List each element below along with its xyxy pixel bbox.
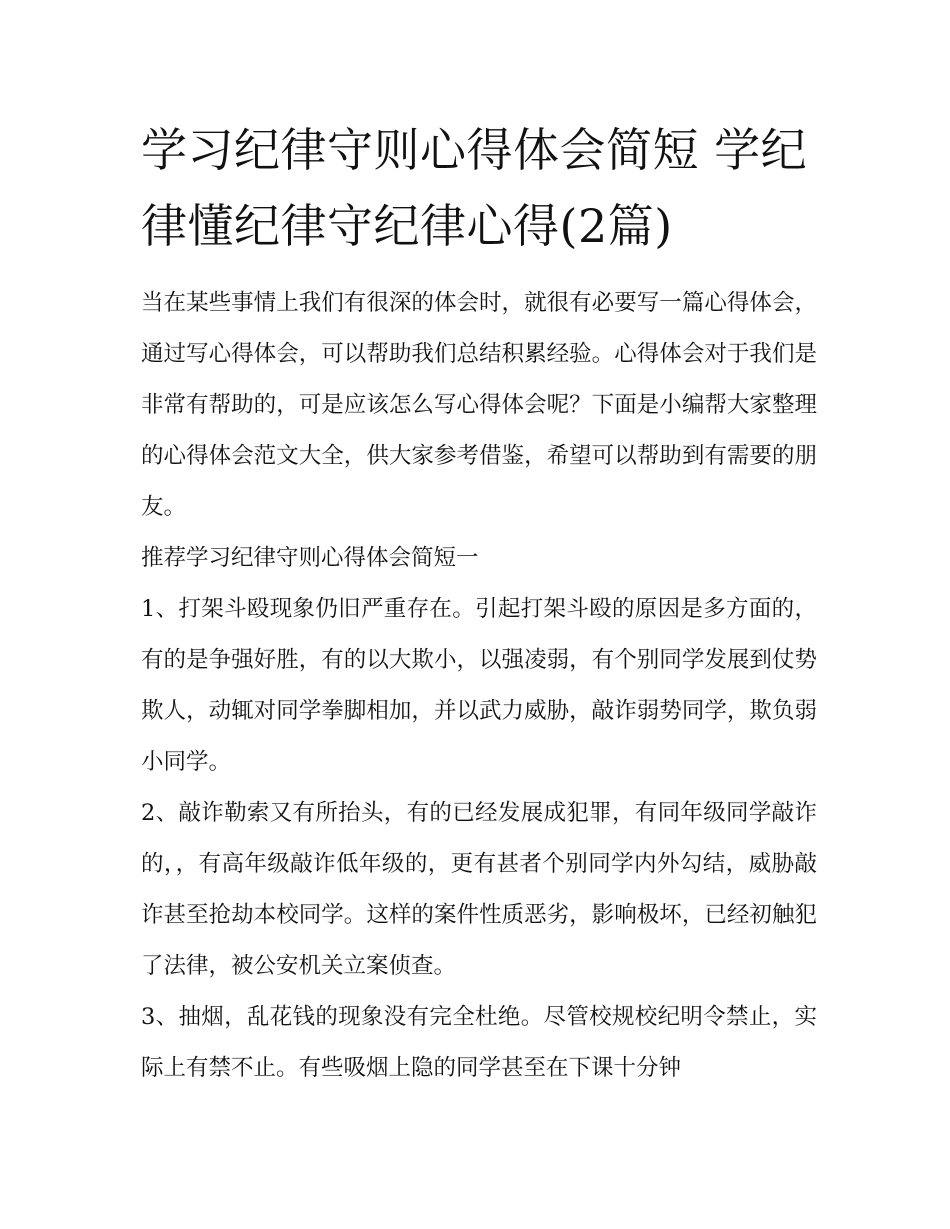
list-item-3: 3、抽烟，乱花钱的现象没有完全杜绝。尽管校规校纪明令禁止，实际上有禁不止。有些吸烟上隐的同学甚至在下课十分钟 bbox=[141, 1004, 817, 1081]
list-item-2: 2、敲诈勒索又有所抬头，有的已经发展成犯罪，有同年级同学敲诈的，，有高年级敲诈低年级的，更有甚者个别同学内外勾结，威胁敲诈甚至抢劫本校同学。这样的案件性质恶劣，影响极坏，已经初触犯了法律，被公安机关立案侦查。 bbox=[141, 800, 817, 979]
list-item-1: 1、打架斗殴现象仍旧严重存在。引起打架斗殴的原因是多方面的，有的是争强好胜，有的以大欺小，以强凌弱，有个别同学发展到仗势欺人，动辄对同学拳脚相加，并以武力威胁，敲诈弱势同学，欺负弱小同学。 bbox=[141, 596, 817, 775]
intro-paragraph: 当在某些事情上我们有很深的体会时，就很有必要写一篇心得体会，通过写心得体会，可以帮助我们总结积累经验。心得体会对于我们是非常有帮助的，可是应该怎么写心得体会呢？下面是小编帮大家整理的心得体会范文大全，供大家参考借鉴，希望可以帮助到有需要的朋友。 bbox=[141, 290, 817, 520]
section-heading: 推荐学习纪律守则心得体会简短一 bbox=[141, 545, 479, 571]
document-title: 学习纪律守则心得体会简短 学纪律懂纪律守纪律心得(2篇) bbox=[141, 123, 808, 253]
document-content bbox=[141, 112, 817, 1094]
